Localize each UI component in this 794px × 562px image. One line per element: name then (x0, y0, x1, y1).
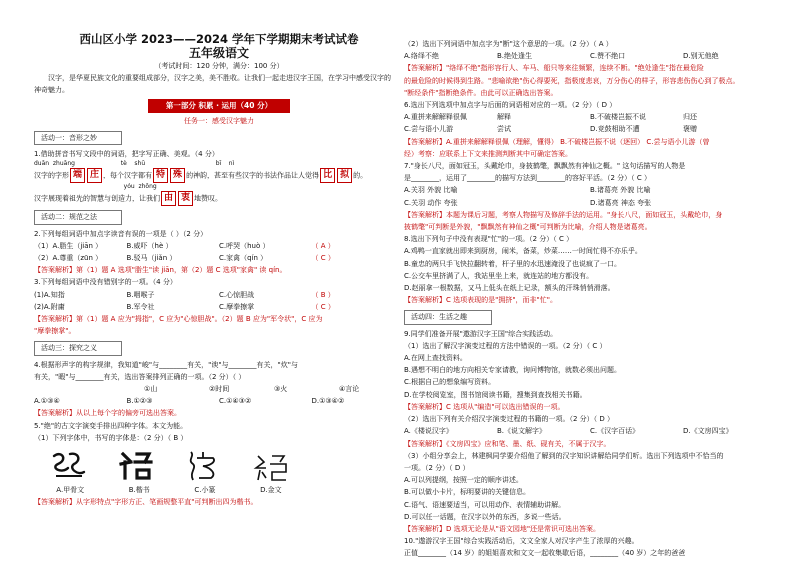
answer-analysis: 【答案解析】从以上每个字的偏旁可选出答案。 (34, 409, 181, 418)
options-row: （1）A.脂生（jiān ） B.威吓（hè ） C.呼哭（huò ） （ A ） (34, 241, 335, 250)
option-item: D.可以任一话题，在汉字以外的东西，多说一些话。 (404, 512, 566, 521)
question-line: 汉字展现着祖先的智慧与创造力，让我们 由 衷 地赞叹。 (34, 191, 404, 206)
exam-title: 西山区小学 2023——2024 学年下学期期末考试试卷 (79, 32, 359, 46)
answer-analysis: 【答案解析】"络绎不绝"指形容行人、车马、船只等来往频繁，连续不断。"绝处逢生"指在最危险 (404, 64, 704, 73)
options-row: （2）A.尊重（zūn ） B.驳马（jiǎn ） C.家禽（qín ） （ C ） (34, 254, 335, 263)
pinyin-row: duān zhuāng tè shū bī nì (34, 160, 235, 168)
option-item: A.鸡鸭一直家就出即来到厨房，闹米，备菜，炒菜……一时间忙得不亦乐乎。 (404, 247, 642, 256)
exam-info: （考试时间：120 分钟，满分：100 分） (154, 62, 284, 70)
question-stem-cont: 一项。（2 分）（ D ） (404, 463, 470, 472)
intro-text-cont: 神奇魅力。 (34, 86, 69, 95)
answer-analysis-cont: "断经条件"指断绝条件。由此可以正确选出答案。 (404, 88, 558, 97)
answer-analysis-cont: 披鹤氅"可判断是外貌，"飘飘然有神仙之概"可判断为比喻，介绍人物是诸葛亮。 (404, 223, 652, 232)
answer-analysis: 【答案解析】D 选项无论是从"语文园地"还是常识可选出答案。 (404, 524, 601, 533)
question-stem-cont: 是________，运用了________的描写方法到________的容好平活。（2 分）（ C ） (404, 174, 652, 183)
options-row: ①山 ②时间 ③火 ④言论 (144, 385, 360, 394)
question-stem: 1.借助拼音书写文段中的词语，把字写正确、美观。（4 分） (34, 150, 219, 159)
options-row: A.关羽 外貌 比喻 B.诸葛亮 外貌 比喻 (404, 186, 651, 195)
question-stem: 7."身长八尺，面如冠玉，头戴纶巾，身披鹤氅，飘飘然有神仙之概。" 这句话描写的人物是 (404, 162, 686, 171)
answer-box[interactable]: 端 (70, 168, 85, 183)
calligraphy-labels: A.甲骨文 B.楷书 C.小篆 D.金文 (56, 486, 282, 495)
option-item: C.语气、语速要适当，可以用动作、表情辅助讲解。 (404, 500, 566, 509)
question-stem: （2）选出下列有关介绍汉字演变过程的书籍的一项。（2 分）（ D ） (404, 415, 614, 424)
options-row: (1)A.知指 B.咽喉子 C.心惊胆战 （ B ） (34, 290, 335, 299)
answer-box[interactable]: 庄 (87, 168, 102, 183)
question-stem: 5."绝"的古文字演变手排出四种字体。本文为能。 (34, 421, 188, 430)
option-item: C.公交车里挤满了人，我站里坐上来，就连站的地方都没有。 (404, 271, 594, 280)
answer-analysis: 【答案解析】C 选项表现的是"拥挤"，而非"忙"。 (404, 296, 557, 305)
answer-box[interactable]: 拟 (337, 168, 352, 183)
pinyin-row: yóu zhōng (34, 183, 157, 191)
option-item: C.根据自己的想象编写资料。 (404, 378, 496, 387)
option-item: D.在学校阅览室，图书馆阅读书籍，搜集到查找相关书籍。 (404, 390, 587, 399)
oracle-bone-glyph (46, 448, 90, 484)
answer-analysis: 【答案解析】本题为课后习题，考察人物描写及修辞手法的运用。"身长八尺，面如冠玉，头戴纶巾，身 (404, 210, 723, 219)
answer-analysis: 【答案解析】《文房四宝》应和笔、墨、纸、砚有关，不属于汉字。 (404, 439, 611, 448)
answer-box[interactable]: 比 (320, 168, 335, 183)
question-stem: 4.根据形声字的构字规律，我知道"峻"与________有关，"谀"与________有关，"炊"与 (34, 360, 298, 369)
answer-analysis-cont: 经）考察：应联系上下文来推测判断其中可确定答案。 (404, 149, 572, 158)
option-item: A.可以列提纲，按照一定的顺序讲述。 (404, 476, 523, 485)
question-stem: 10."遨游汉字王国"综合实践活动后，文文全家人对汉字产生了浓厚的兴趣。 (404, 537, 639, 546)
activity-label: 活动二：规范之法 (34, 210, 122, 224)
regular-script-glyph (113, 448, 157, 484)
question-stem: 9.同学们准备开展"遨游汉字王国"综合实践活动。 (404, 329, 558, 338)
answer-analysis: 【答案解析】第（1）题 A 选项"脂生"读 jiān，第（2）题 C 选项"家禽" 读 qín。 (34, 266, 287, 275)
option-item: A.在网上查找资料。 (404, 354, 467, 363)
answer-box[interactable]: 殊 (170, 168, 185, 183)
right-column (404, 38, 776, 560)
option-item: D.赵丽拿一根数据，又马上低头在纸上记录，额头的汗珠悄悄滑落。 (404, 284, 615, 293)
options-row: C.尝与语小儿游 尝试 D.竞鼓相助不遭 褒赠 (404, 125, 697, 134)
options-row: A.《楼说汉字》 B.《说文解字》 C.《汉字百话》 D.《文房四宝》 (404, 427, 733, 436)
answer-box[interactable]: 特 (153, 168, 168, 183)
question-stem-cont: （1）下列字体中，书写的字体是：（2 分）（ B ） (34, 433, 188, 442)
answer-analysis-cont: "摩拳擦掌"。 (34, 327, 76, 336)
question-stem-cont: 有关，"暇"与________有关，选出答案排列正确的一项。（2 分）（ ） (34, 372, 246, 381)
question-line: 正值________（14 岁）的姐姐喜欢和文文一起收集歇后语，________（40 岁）之年的爸爸 (404, 549, 686, 558)
answer-analysis: 【答案解析】第（1）题 A 应为"拇指"，C 应为"心惊胆战"。（2）题 B 应为"军令状"，C 应为 (34, 315, 323, 324)
answer-box[interactable]: 衷 (178, 191, 193, 206)
bronze-script-glyph (248, 448, 292, 484)
part-banner: 第一部分 积累 · 运用（40 分） (34, 99, 404, 113)
task-title: 任务一：感受汉字魅力 (184, 116, 254, 125)
answer-analysis: 【答案解析】C 选项从"编造"可以选出错误的一项。 (404, 402, 565, 411)
calligraphy-row (34, 448, 304, 484)
option-item: B.可以做小卡片，标明要讲的关键信息。 (404, 488, 531, 497)
answer-box[interactable]: 由 (161, 191, 176, 206)
question-stem: 2.下列每组词语中加点字读音有误的一项是（ ）（2 分） (34, 229, 208, 238)
option-item: B.童忠的两只手飞快拉翻转着，杆子里的水迅速淹没了也说疯了一口。 (404, 259, 622, 268)
answer-analysis: 【答案解析】从字形特点"字形方正、笔画规整平直"可判断出四为楷书。 (34, 498, 258, 507)
options-row: (2)A.附庸 B.军令社 C.摩拳擦掌 （ C ） (34, 302, 335, 311)
options-row: C.关羽 动作 夸张 D.诸葛亮 神态 夸张 (404, 198, 652, 207)
small-seal-glyph (181, 448, 225, 484)
question-stem: 8.选出下列句子中没有表现"忙"的一项。（2 分）（ C ） (404, 235, 574, 244)
question-line: 汉字的字形 端 庄 ，每个汉字都有 特 殊 的神韵，甚至有些汉字的书法作品让人觉得 比 拟 的。 (34, 168, 404, 183)
options-row: A.①③④ B.①②③ C.①④③② D.①③④② (34, 397, 345, 406)
answer-analysis: 【答案解析】A.重拼来解解释很佩（理解，懂得） B.不破楼岂振不说（逐回） C.尝与语小儿游（曾 (404, 137, 710, 146)
exam-subtitle: 五年级语文 (188, 46, 249, 60)
question-stem: 3.下列每组词语中没有错别字的一项。（4 分） (34, 278, 177, 287)
question-stem: 6.选出下列选项中加点字与后面的词语相对应的一项。（2 分）（ D ） (404, 101, 617, 110)
activity-label: 活动一：音形之妙 (34, 131, 122, 145)
activity-label: 活动三：探究之义 (34, 341, 122, 355)
intro-text: 汉字，是华夏民族文化的重要组成部分，汉字之美，美不胜收。让我们一起走进汉字王国，在学习中感受汉字的 (48, 74, 391, 83)
question-stem: （2）选出下列词语中加点字为"断"这个意思的一项。（2 分）（ A ） (404, 40, 613, 48)
option-item: B.遇想不明白的地方向相关专家请教，询问博物馆，就数必须出问题。 (404, 366, 622, 375)
answer-analysis-cont: 的最危险的时候得到生路。"悲喻欲绝"伤心得要死，指极度悲哀，万分伤心的样子，形容悲伤伤心到了极点。 (404, 76, 740, 85)
left-column (34, 0, 404, 508)
options-row: A.重拼来解解释很佩 解释 B.不破楼岂振不说 归还 (404, 113, 697, 122)
question-stem: （1）选出了解汉字演变过程的方法中错误的一项。（2 分）（ C ） (404, 341, 607, 350)
question-stem: （3）小组分享会上，林建枫同学要介绍他了解到的汉字知识讲解给同学们听。选出下列选项中不恰当的 (404, 451, 724, 460)
activity-label: 活动四：生活之趣 (404, 310, 492, 324)
options-row: A.络绎不绝 B.绝处逢生 C.赞不绝口 D.别无他绝 (404, 52, 719, 61)
